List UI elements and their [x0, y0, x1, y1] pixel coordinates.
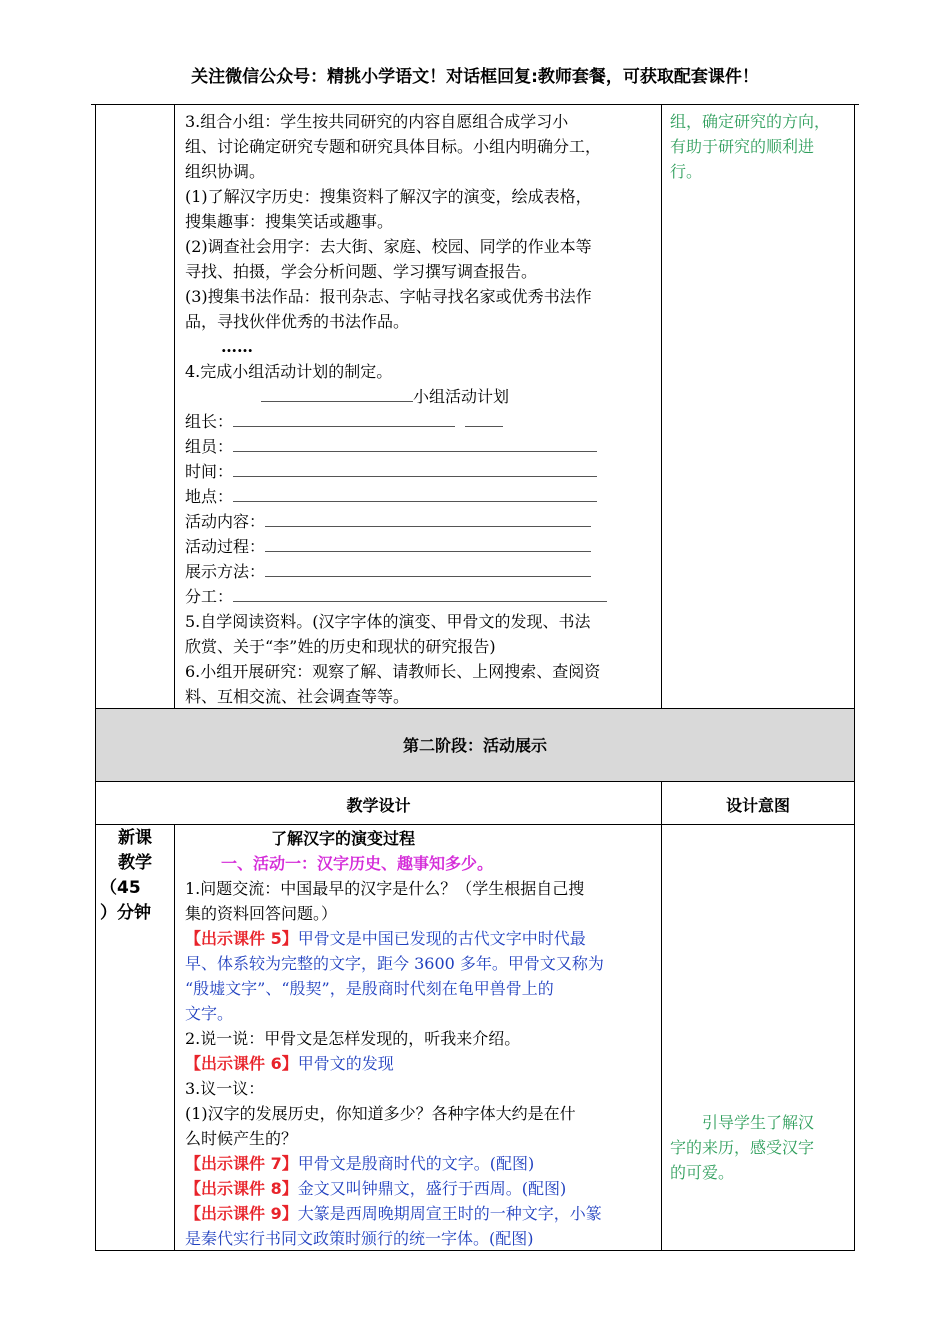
plan-field-display [185, 559, 660, 584]
column-header-design: 教学设计 [346, 796, 411, 815]
text-line: 么时候产生的？ [185, 1129, 298, 1148]
text-line: 3.议一议： [185, 1079, 265, 1098]
intent-line: 有助于研究的顺利进 [670, 137, 815, 156]
grid-line [95, 781, 855, 782]
grid-line [661, 781, 662, 1251]
label-line: 教学 [118, 853, 152, 873]
plan-field-label: 活动过程： [185, 537, 266, 556]
plan-field-label: 时间： [185, 462, 234, 481]
text-line: (2)调查社会用字：去大街、家庭、校园、同学的作业本等 [185, 237, 592, 256]
courseware-tag: 【出示课件 7】 [185, 1154, 298, 1173]
plan-field-label: 组长： [185, 412, 234, 431]
plan-field-place [185, 484, 660, 509]
plan-field-label: 地点： [185, 487, 234, 506]
intent-line: 字的来历，感受汉字 [670, 1138, 815, 1157]
text-line: 品，寻找伙伴优秀的书法作品。 [185, 312, 410, 331]
courseware-tag: 【出示课件 6】 [185, 1054, 298, 1073]
text-line: 早、体系较为完整的文字，距今 3600 多年。甲骨文又称为 [185, 954, 604, 973]
form-blank [265, 537, 591, 552]
text-line: 料、互相交流、社会调查等等。 [185, 687, 410, 706]
courseware-7 [185, 1151, 660, 1176]
plan-field-content [185, 509, 660, 534]
lesson-main-cell [185, 826, 660, 1251]
ellipsis-line: …… [221, 337, 253, 356]
text-line: 1.问题交流：中国最早的汉字是什么？（学生根据自己搜 [185, 879, 585, 898]
text-line: 欣赏、关于“李”姓的历史和现状的研究报告) [185, 637, 496, 656]
courseware-tag: 【出示课件 8】 [185, 1179, 298, 1198]
plan-title-line [185, 384, 660, 409]
top-main-cell [185, 109, 660, 709]
courseware-6 [185, 1051, 660, 1076]
lesson-intent-cell [670, 1110, 852, 1185]
intent-line: 行。 [670, 162, 703, 181]
activity-title: 一、活动一：汉字历史、趣事知多少。 [221, 854, 494, 873]
lesson-left-label [96, 826, 174, 926]
courseware-text: 金文又叫钟鼎文，盛行于西周。(配图) [297, 1179, 567, 1198]
text-line: 集的资料回答问题。） [185, 904, 338, 923]
form-blank [465, 412, 503, 427]
text-line: 5.自学阅读资料。(汉字字体的演变、甲骨文的发现、书法 [185, 612, 591, 631]
text-line: 6.小组开展研究：观察了解、请教师长、上网搜索、查阅资 [185, 662, 601, 681]
form-blank [233, 437, 597, 452]
plan-field-members [185, 434, 660, 459]
top-intent-cell [670, 109, 852, 184]
intent-line: 的可爱。 [670, 1163, 735, 1182]
text-line: 是秦代实行书同文政策时颁行的统一字体。(配图) [185, 1229, 534, 1248]
label-line: ）分钟 [100, 903, 151, 923]
plan-field-label: 展示方法： [185, 562, 266, 581]
form-blank [233, 462, 597, 477]
intent-line: 引导学生了解汉 [670, 1113, 815, 1132]
grid-line [174, 824, 175, 1251]
plan-title: 小组活动计划 [413, 387, 510, 406]
text-line: 2.说一说：甲骨文是怎样发现的，听我来介绍。 [185, 1029, 521, 1048]
courseware-8 [185, 1176, 660, 1201]
column-header-intent: 设计意图 [725, 796, 790, 815]
courseware-text: 甲骨文是殷商时代的文字。(配图) [297, 1154, 535, 1173]
text-line: “殷墟文字”、“殷契”，是殷商时代刻在龟甲兽骨上的 [185, 979, 554, 998]
plan-name-blank [261, 387, 413, 402]
text-line: (1)了解汉字历史：搜集资料了解汉字的演变，绘成表格， [185, 187, 592, 206]
courseware-text: 甲骨文是中国已发现的古代文字中时代最 [297, 929, 586, 948]
plan-field-division [185, 584, 660, 609]
label-line: （45 [100, 878, 141, 898]
form-blank [233, 487, 597, 502]
plan-field-process [185, 534, 660, 559]
text-line: 3.组合小组：学生按共同研究的内容自愿组合成学习小 [185, 112, 569, 131]
plan-field-label: 活动内容： [185, 512, 266, 531]
text-line: 寻找、拍摄，学会分析问题、学习撰写调查报告。 [185, 262, 538, 281]
text-line: 搜集趣事：搜集笑话或趣事。 [185, 212, 394, 231]
text-line: 4.完成小组活动计划的制定。 [185, 362, 393, 381]
intent-line: 组，确定研究的方向， [670, 112, 831, 131]
form-blank [233, 587, 607, 602]
plan-field-label: 组员： [185, 437, 234, 456]
stage-two-title: 第二阶段：活动展示 [402, 736, 547, 755]
courseware-text: 甲骨文的发现 [297, 1054, 394, 1073]
courseware-text: 大篆是西周晚期周宣王时的一种文字，小篆 [297, 1204, 602, 1223]
plan-field-time [185, 459, 660, 484]
plan-field-label: 分工： [185, 587, 234, 606]
lesson-heading: 了解汉字的演变过程 [271, 829, 416, 848]
banner-text: 关注微信公众号：精挑小学语文！对话框回复:教师套餐，可获取配套课件！ [191, 67, 759, 87]
text-line: 文字。 [185, 1004, 234, 1023]
form-blank [233, 412, 455, 427]
courseware-tag: 【出示课件 9】 [185, 1204, 298, 1223]
text-line: 组、讨论确定研究专题和研究具体目标。小组内明确分工， [185, 137, 602, 156]
text-line: (3)搜集书法作品：报刊杂志、字帖寻找名家或优秀书法作 [185, 287, 592, 306]
grid-line [174, 104, 175, 708]
grid-line [95, 824, 855, 825]
text-line: (1)汉字的发展历史，你知道多少？各种字体大约是在什 [185, 1104, 576, 1123]
courseware-9 [185, 1201, 660, 1226]
form-blank [265, 512, 591, 527]
grid-line [661, 104, 662, 708]
plan-field-leader [185, 409, 660, 434]
label-line: 新课 [118, 828, 152, 848]
courseware-5 [185, 926, 660, 951]
text-line: 组织协调。 [185, 162, 266, 181]
courseware-tag: 【出示课件 5】 [185, 929, 298, 948]
form-blank [265, 562, 591, 577]
